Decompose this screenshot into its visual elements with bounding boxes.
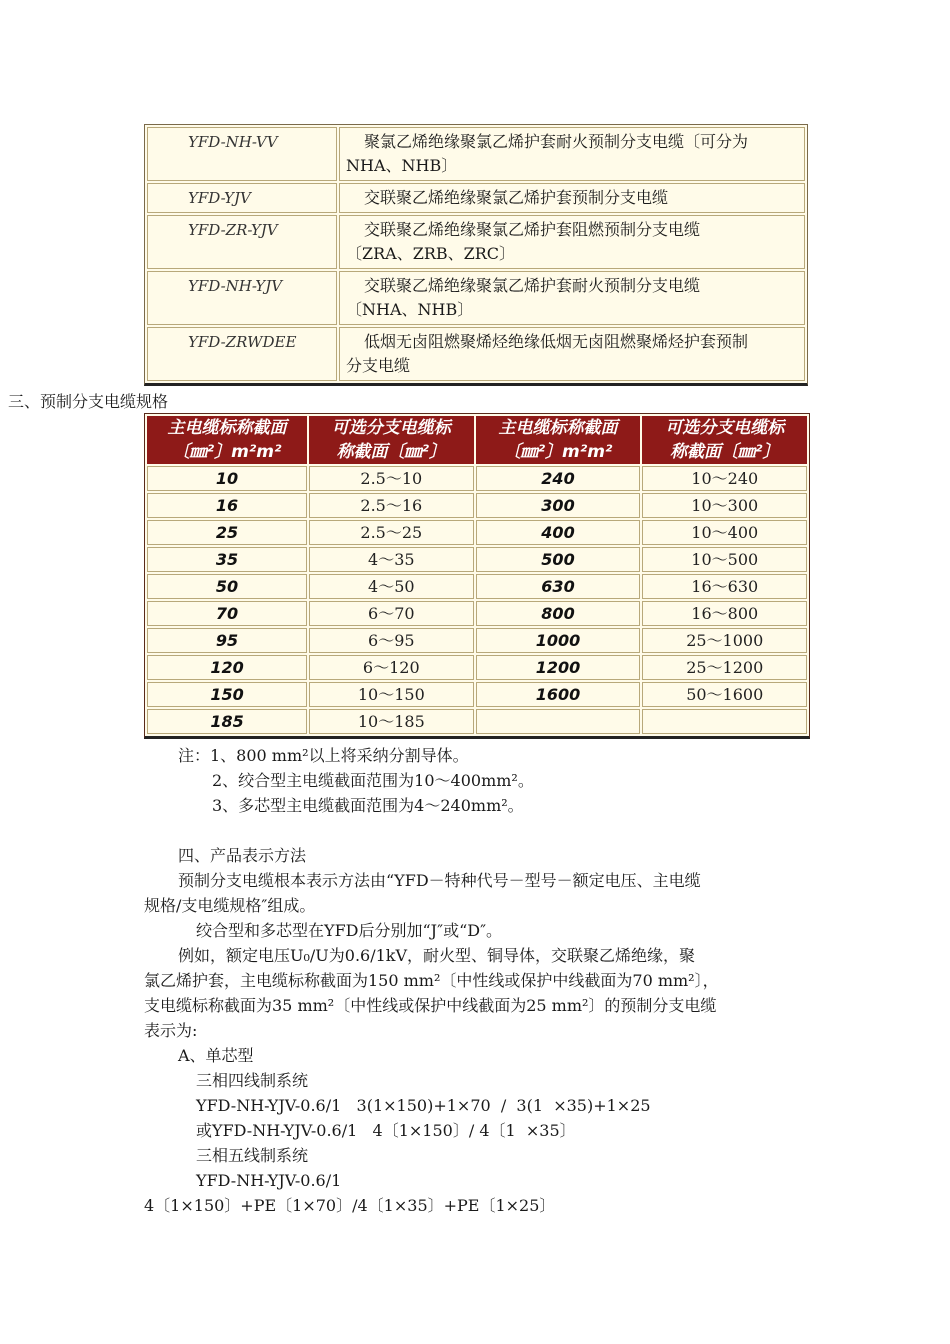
model-code: YFD-ZR-YJV [147,215,337,269]
model-description-line1: 交联聚乙烯绝缘聚氯乙烯护套预制分支电缆 [364,188,669,207]
section4-p1-line2: 规格/支电缆规格″组成。 [144,896,316,915]
spec-main-size: 16 [147,493,307,518]
model-description-line2: NHA、NHB〕 [346,156,458,175]
section4-title: 四、产品表示方法 [178,846,307,865]
spec-main-size: 120 [147,655,307,680]
spec-row [147,655,807,680]
spec-branch-range: 2.5～25 [309,520,473,545]
spec-branch-range: 25～1000 [642,628,807,653]
spec-row [147,574,807,599]
model-description-line1: 聚氯乙烯绝缘聚氯乙烯护套耐火预制分支电缆〔可分为 [364,132,749,151]
spec-header-branch-1: 可选分支电缆标 称截面〔㎜²〕 [309,416,473,464]
spec-header-row [147,416,807,464]
spec-branch-range [642,709,807,734]
section4-p3-line3: 支电缆标称截面为35 mm²〔中性线或保护中线截面为25 mm²〕的预制分支电缆 [144,996,717,1015]
model-row [147,127,805,181]
model-code: YFD-NH-YJV [147,271,337,325]
model-description-line1: 交联聚乙烯绝缘聚氯乙烯护套阻燃预制分支电缆 [364,220,701,239]
spec-main-size: 25 [147,520,307,545]
spec-branch-range: 10～500 [642,547,807,572]
three-phase-five-wire-line1: YFD-NH-YJV-0.6/1 [196,1171,342,1190]
section4-p3-line1: 例如，额定电压U₀/U为0.6/1kV，耐火型、铜导体，交联聚乙烯绝缘，聚 [178,946,696,965]
spec-header-main-2: 主电缆标称截面 〔㎜²〕m²m² [476,416,641,464]
spec-main-size: 240 [476,466,641,491]
spec-row [147,547,807,572]
single-core-title: A、单芯型 [178,1046,254,1065]
spec-branch-range: 16～630 [642,574,807,599]
section4-p3-line4: 表示为: [144,1021,198,1040]
spec-row [147,628,807,653]
spec-main-size: 95 [147,628,307,653]
spec-branch-range: 10～150 [309,682,473,707]
spec-branch-range: 25～1200 [642,655,807,680]
model-description-line2: 分支电缆 [346,356,411,375]
section4-p2: 绞合型和多芯型在YFD后分别加“J″或“D″。 [196,921,503,940]
section3-title: 三、预制分支电缆规格 [8,392,169,411]
section4-p1-line1: 预制分支电缆根本表示方法由“YFD－特种代号－型号－额定电压、主电缆 [178,871,701,890]
model-row [147,271,805,325]
spec-branch-range: 4～35 [309,547,473,572]
model-description [339,215,805,269]
model-code: YFD-ZRWDEE [147,327,337,381]
spec-branch-range: 50～1600 [642,682,807,707]
model-description [339,127,805,181]
model-row [147,327,805,381]
three-phase-five-wire-line2: 4〔1×150〕+PE〔1×70〕/4〔1×35〕+PE〔1×25〕 [144,1196,556,1215]
spec-main-size: 500 [476,547,641,572]
spec-header-branch-2: 可选分支电缆标 称截面〔㎜²〕 [642,416,807,464]
spec-main-size [476,709,641,734]
spec-branch-range: 4～50 [309,574,473,599]
spec-branch-range: 6～70 [309,601,473,626]
spec-branch-range: 10～185 [309,709,473,734]
spec-branch-range: 10～240 [642,466,807,491]
spec-main-size: 1000 [476,628,641,653]
spec-header-main-1: 主电缆标称截面 〔㎜²〕m²m² [147,416,307,464]
spec-main-size: 400 [476,520,641,545]
spec-branch-range: 6～120 [309,655,473,680]
spec-row [147,682,807,707]
model-code: YFD-YJV [147,183,337,213]
spec-row [147,520,807,545]
spec-branch-range: 2.5～16 [309,493,473,518]
note-3: 3、多芯型主电缆截面范围为4～240mm²。 [212,796,524,815]
spec-branch-range: 6～95 [309,628,473,653]
spec-table-body [147,466,807,734]
three-phase-five-wire-title: 三相五线制系统 [196,1146,309,1165]
spec-branch-range: 2.5～10 [309,466,473,491]
spec-main-size: 300 [476,493,641,518]
spec-main-size: 35 [147,547,307,572]
three-phase-four-wire-line1: YFD-NH-YJV-0.6/1 3(1×150)+1×70 / 3(1 ×35)+1×25 [196,1096,651,1115]
model-description [339,271,805,325]
model-code: YFD-NH-VV [147,127,337,181]
note-1: 注：1、800 mm²以上将采纳分割导体。 [178,746,469,765]
spec-main-size: 70 [147,601,307,626]
model-description [339,183,805,213]
model-row [147,215,805,269]
model-description-line2: 〔ZRA、ZRB、ZRC〕 [346,244,516,263]
spec-row [147,493,807,518]
spec-row [147,466,807,491]
spec-row [147,601,807,626]
spec-main-size: 150 [147,682,307,707]
spec-main-size: 800 [476,601,641,626]
model-description [339,327,805,381]
spec-branch-range: 10～400 [642,520,807,545]
spec-table [144,413,810,739]
section4-p3-line2: 氯乙烯护套，主电缆标称截面为150 mm²〔中性线或保护中线截面为70 mm²〕， [144,971,719,990]
spec-main-size: 10 [147,466,307,491]
model-description-line2: 〔NHA、NHB〕 [346,300,474,319]
spec-row [147,709,807,734]
spec-main-size: 1200 [476,655,641,680]
spec-branch-range: 16～800 [642,601,807,626]
models-table [144,124,808,386]
spec-main-size: 630 [476,574,641,599]
spec-main-size: 1600 [476,682,641,707]
spec-branch-range: 10～300 [642,493,807,518]
model-description-line1: 交联聚乙烯绝缘聚氯乙烯护套耐火预制分支电缆 [364,276,701,295]
models-table-body [147,127,805,381]
model-description-line1: 低烟无卤阻燃聚烯烃绝缘低烟无卤阻燃聚烯烃护套预制 [364,332,749,351]
spec-main-size: 185 [147,709,307,734]
note-2: 2、绞合型主电缆截面范围为10～400mm²。 [212,771,534,790]
spec-main-size: 50 [147,574,307,599]
three-phase-four-wire-title: 三相四线制系统 [196,1071,309,1090]
model-row [147,183,805,213]
three-phase-four-wire-line2: 或YFD-NH-YJV-0.6/1 4〔1×150〕/ 4〔1 ×35〕 [196,1121,576,1140]
